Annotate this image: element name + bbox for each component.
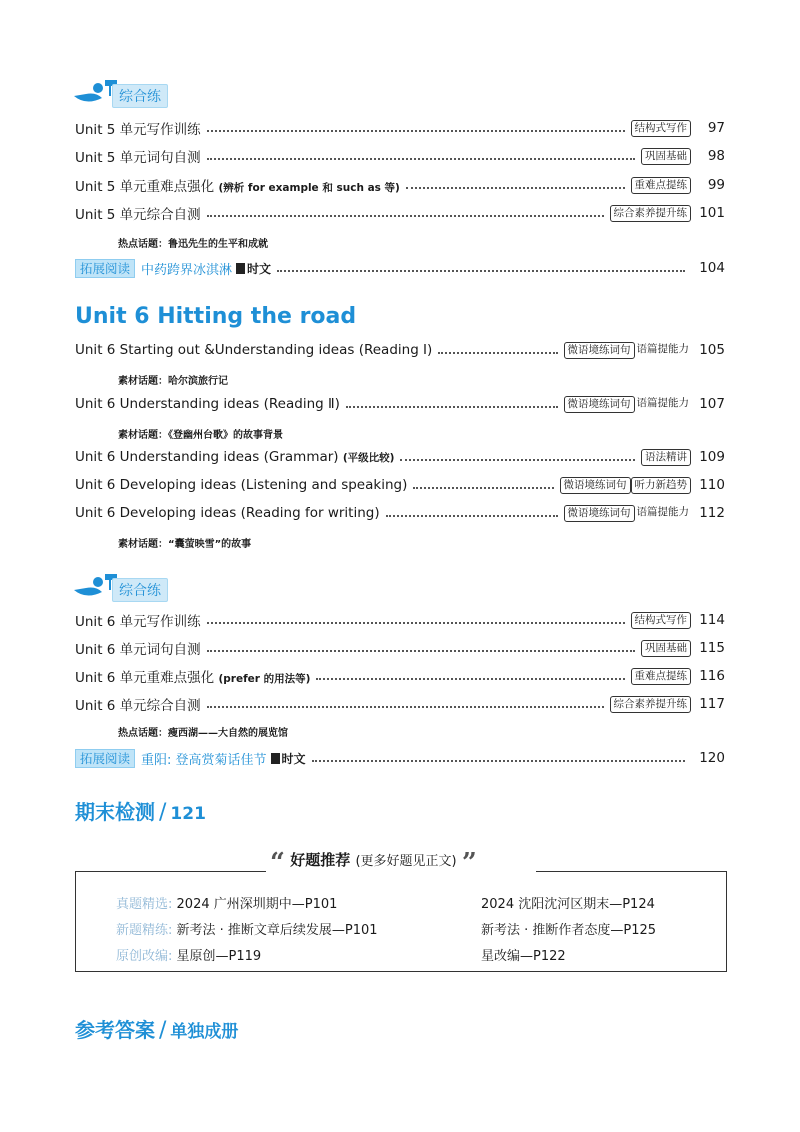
- page-number: 109: [699, 449, 725, 465]
- recommend-title: 好题推荐: [290, 851, 351, 869]
- row-tag: 重难点提练: [631, 177, 692, 194]
- leader-dots: [386, 515, 558, 517]
- material-topic: 素材话题：哈尔滨旅行记: [118, 376, 228, 387]
- row-note: (prefer 的用法等): [218, 673, 311, 685]
- leader-dots: [207, 215, 604, 217]
- leader-dots: [207, 706, 604, 708]
- article-type: 时文: [271, 750, 306, 767]
- answers-heading[interactable]: 参考答案 / 单独成册: [75, 1018, 239, 1043]
- toc-row[interactable]: [75, 637, 725, 659]
- row-tag: 综合素养提升练: [610, 205, 692, 222]
- row-title: Unit 5 单元写作训练: [75, 122, 201, 138]
- leader-dots: [207, 158, 635, 160]
- recommend-item: 真题精选: 2024 广州深圳期中—P101: [116, 897, 338, 912]
- leader-dots: [438, 352, 557, 354]
- section-label: 综合练: [112, 84, 168, 108]
- toc-row[interactable]: [75, 665, 725, 687]
- section-marker-comprehensive-2: [72, 566, 212, 606]
- row-title: Unit 6 Starting out &Understanding ideas (Reading Ⅰ): [75, 342, 433, 358]
- page-number: 115: [699, 640, 725, 656]
- page-number: 110: [699, 477, 725, 493]
- row-title: Unit 5 单元综合自测: [75, 207, 201, 223]
- page-number: 116: [699, 668, 725, 684]
- leader-dots: [207, 650, 635, 652]
- row-tag: 巩固基础: [641, 148, 691, 165]
- row-tag: 综合素养提升练: [610, 696, 692, 713]
- page-number: 99: [707, 177, 725, 193]
- box-border-right: [536, 871, 726, 872]
- recommend-item: 原创改编: 星原创—P119: [116, 949, 262, 964]
- recommend-item: 星改编—P122: [481, 949, 566, 964]
- leader-dots: [400, 459, 635, 461]
- hot-topic: 热点话题：鲁迅先生的生平和成就: [118, 239, 268, 250]
- page-number: 114: [699, 612, 725, 628]
- close-quote-icon: ”: [461, 848, 477, 878]
- row-title: Unit 6 Developing ideas (Listening and speaking): [75, 477, 408, 493]
- recommend-item: 新题精练: 新考法 · 推断文章后续发展—P101: [116, 923, 378, 938]
- row-tag: 微语境练词句: [564, 396, 635, 413]
- row-note: (辨析 for example 和 such as 等): [218, 182, 400, 194]
- material-topic: 素材话题：《登幽州台歌》的故事背景: [118, 430, 283, 441]
- row-tag: 微语境练词句: [564, 505, 635, 522]
- row-title: Unit 5 单元重难点强化 (辨析 for example 和 such as 等): [75, 179, 400, 195]
- page-number: 104: [699, 260, 725, 276]
- page-number: 97: [707, 120, 725, 136]
- row-title: Unit 5 单元词句自测: [75, 150, 201, 166]
- toc-row[interactable]: [75, 339, 725, 361]
- toc-row[interactable]: [75, 446, 725, 468]
- toc-row[interactable]: [75, 117, 725, 139]
- document-icon: [271, 753, 280, 764]
- toc-row[interactable]: [75, 502, 725, 524]
- toc-row[interactable]: [75, 609, 725, 631]
- row-tag: 语法精讲: [641, 449, 691, 466]
- leader-dots: [277, 270, 685, 272]
- row-tag: 微语境练词句: [560, 477, 631, 494]
- row-tag: 语篇提能力: [635, 505, 692, 522]
- final-test-heading[interactable]: 期末检测 / 121: [75, 800, 206, 825]
- row-title: Unit 6 单元写作训练: [75, 614, 201, 630]
- recommend-note: (更多好题见正文): [355, 854, 457, 869]
- unit-heading: Unit 6 Hitting the road: [75, 304, 357, 329]
- extended-reading-title: 中药跨界冰淇淋: [141, 262, 233, 278]
- box-border-left: [76, 871, 266, 872]
- row-title: Unit 6 单元综合自测: [75, 698, 201, 714]
- answers-sub: 单独成册: [170, 1022, 239, 1042]
- open-quote-icon: “: [270, 848, 285, 878]
- row-tag: 微语境练词句: [564, 342, 635, 359]
- toc-row[interactable]: [75, 145, 725, 167]
- leader-dots: [316, 678, 624, 680]
- toc-row[interactable]: [75, 474, 725, 496]
- toc-row[interactable]: [75, 174, 725, 196]
- extended-reading-row[interactable]: [75, 257, 725, 279]
- extended-reading-badge: 拓展阅读: [75, 749, 135, 768]
- page-number: 112: [699, 505, 725, 521]
- page-number: 101: [699, 205, 725, 221]
- leader-dots: [207, 622, 625, 624]
- row-tag: 语篇提能力: [635, 396, 692, 413]
- row-title: Unit 6 Understanding ideas (Grammar) (平级比较): [75, 449, 395, 465]
- row-tag: 重难点提练: [631, 668, 692, 685]
- leader-dots: [312, 760, 685, 762]
- extended-reading-row[interactable]: [75, 747, 725, 769]
- row-tag: 听力新趋势: [631, 477, 692, 494]
- page-number: 98: [707, 148, 725, 164]
- final-test-label: 期末检测: [75, 800, 155, 824]
- answers-label: 参考答案: [75, 1018, 155, 1042]
- row-title: Unit 6 单元重难点强化 (prefer 的用法等): [75, 670, 311, 686]
- row-tag: 语篇提能力: [635, 342, 692, 359]
- page-number: 120: [699, 750, 725, 766]
- section-label: 综合练: [112, 578, 168, 602]
- leader-dots: [406, 187, 625, 189]
- row-title: Unit 6 单元词句自测: [75, 642, 201, 658]
- row-title: Unit 6 Developing ideas (Reading for writing): [75, 505, 380, 521]
- leader-dots: [413, 487, 553, 489]
- row-title: Unit 6 Understanding ideas (Reading Ⅱ): [75, 396, 340, 412]
- document-icon: [236, 263, 245, 274]
- row-tag: 结构式写作: [631, 120, 692, 137]
- leader-dots: [346, 406, 558, 408]
- row-tag: 巩固基础: [641, 640, 691, 657]
- recommend-item: 新考法 · 推断作者态度—P125: [481, 923, 657, 938]
- article-type: 时文: [236, 260, 271, 277]
- row-tag: 结构式写作: [631, 612, 692, 629]
- section-marker-comprehensive-1: [72, 72, 212, 112]
- extended-reading-badge: 拓展阅读: [75, 259, 135, 278]
- page-number: 107: [699, 396, 725, 412]
- toc-row[interactable]: [75, 393, 725, 415]
- hot-topic: 热点话题：瘦西湖——大自然的展览馆: [118, 728, 288, 739]
- toc-row[interactable]: [75, 693, 725, 715]
- final-test-page: 121: [170, 804, 206, 824]
- row-note: (平级比较): [342, 452, 395, 464]
- page-number: 105: [699, 342, 725, 358]
- toc-row[interactable]: [75, 202, 725, 224]
- material-topic: 素材话题：“囊萤映雪”的故事: [118, 539, 252, 550]
- page-number: 117: [699, 696, 725, 712]
- extended-reading-title: 重阳: 登高赏菊话佳节: [141, 752, 267, 768]
- leader-dots: [207, 130, 625, 132]
- recommend-item: 2024 沈阳沈河区期末—P124: [481, 897, 655, 912]
